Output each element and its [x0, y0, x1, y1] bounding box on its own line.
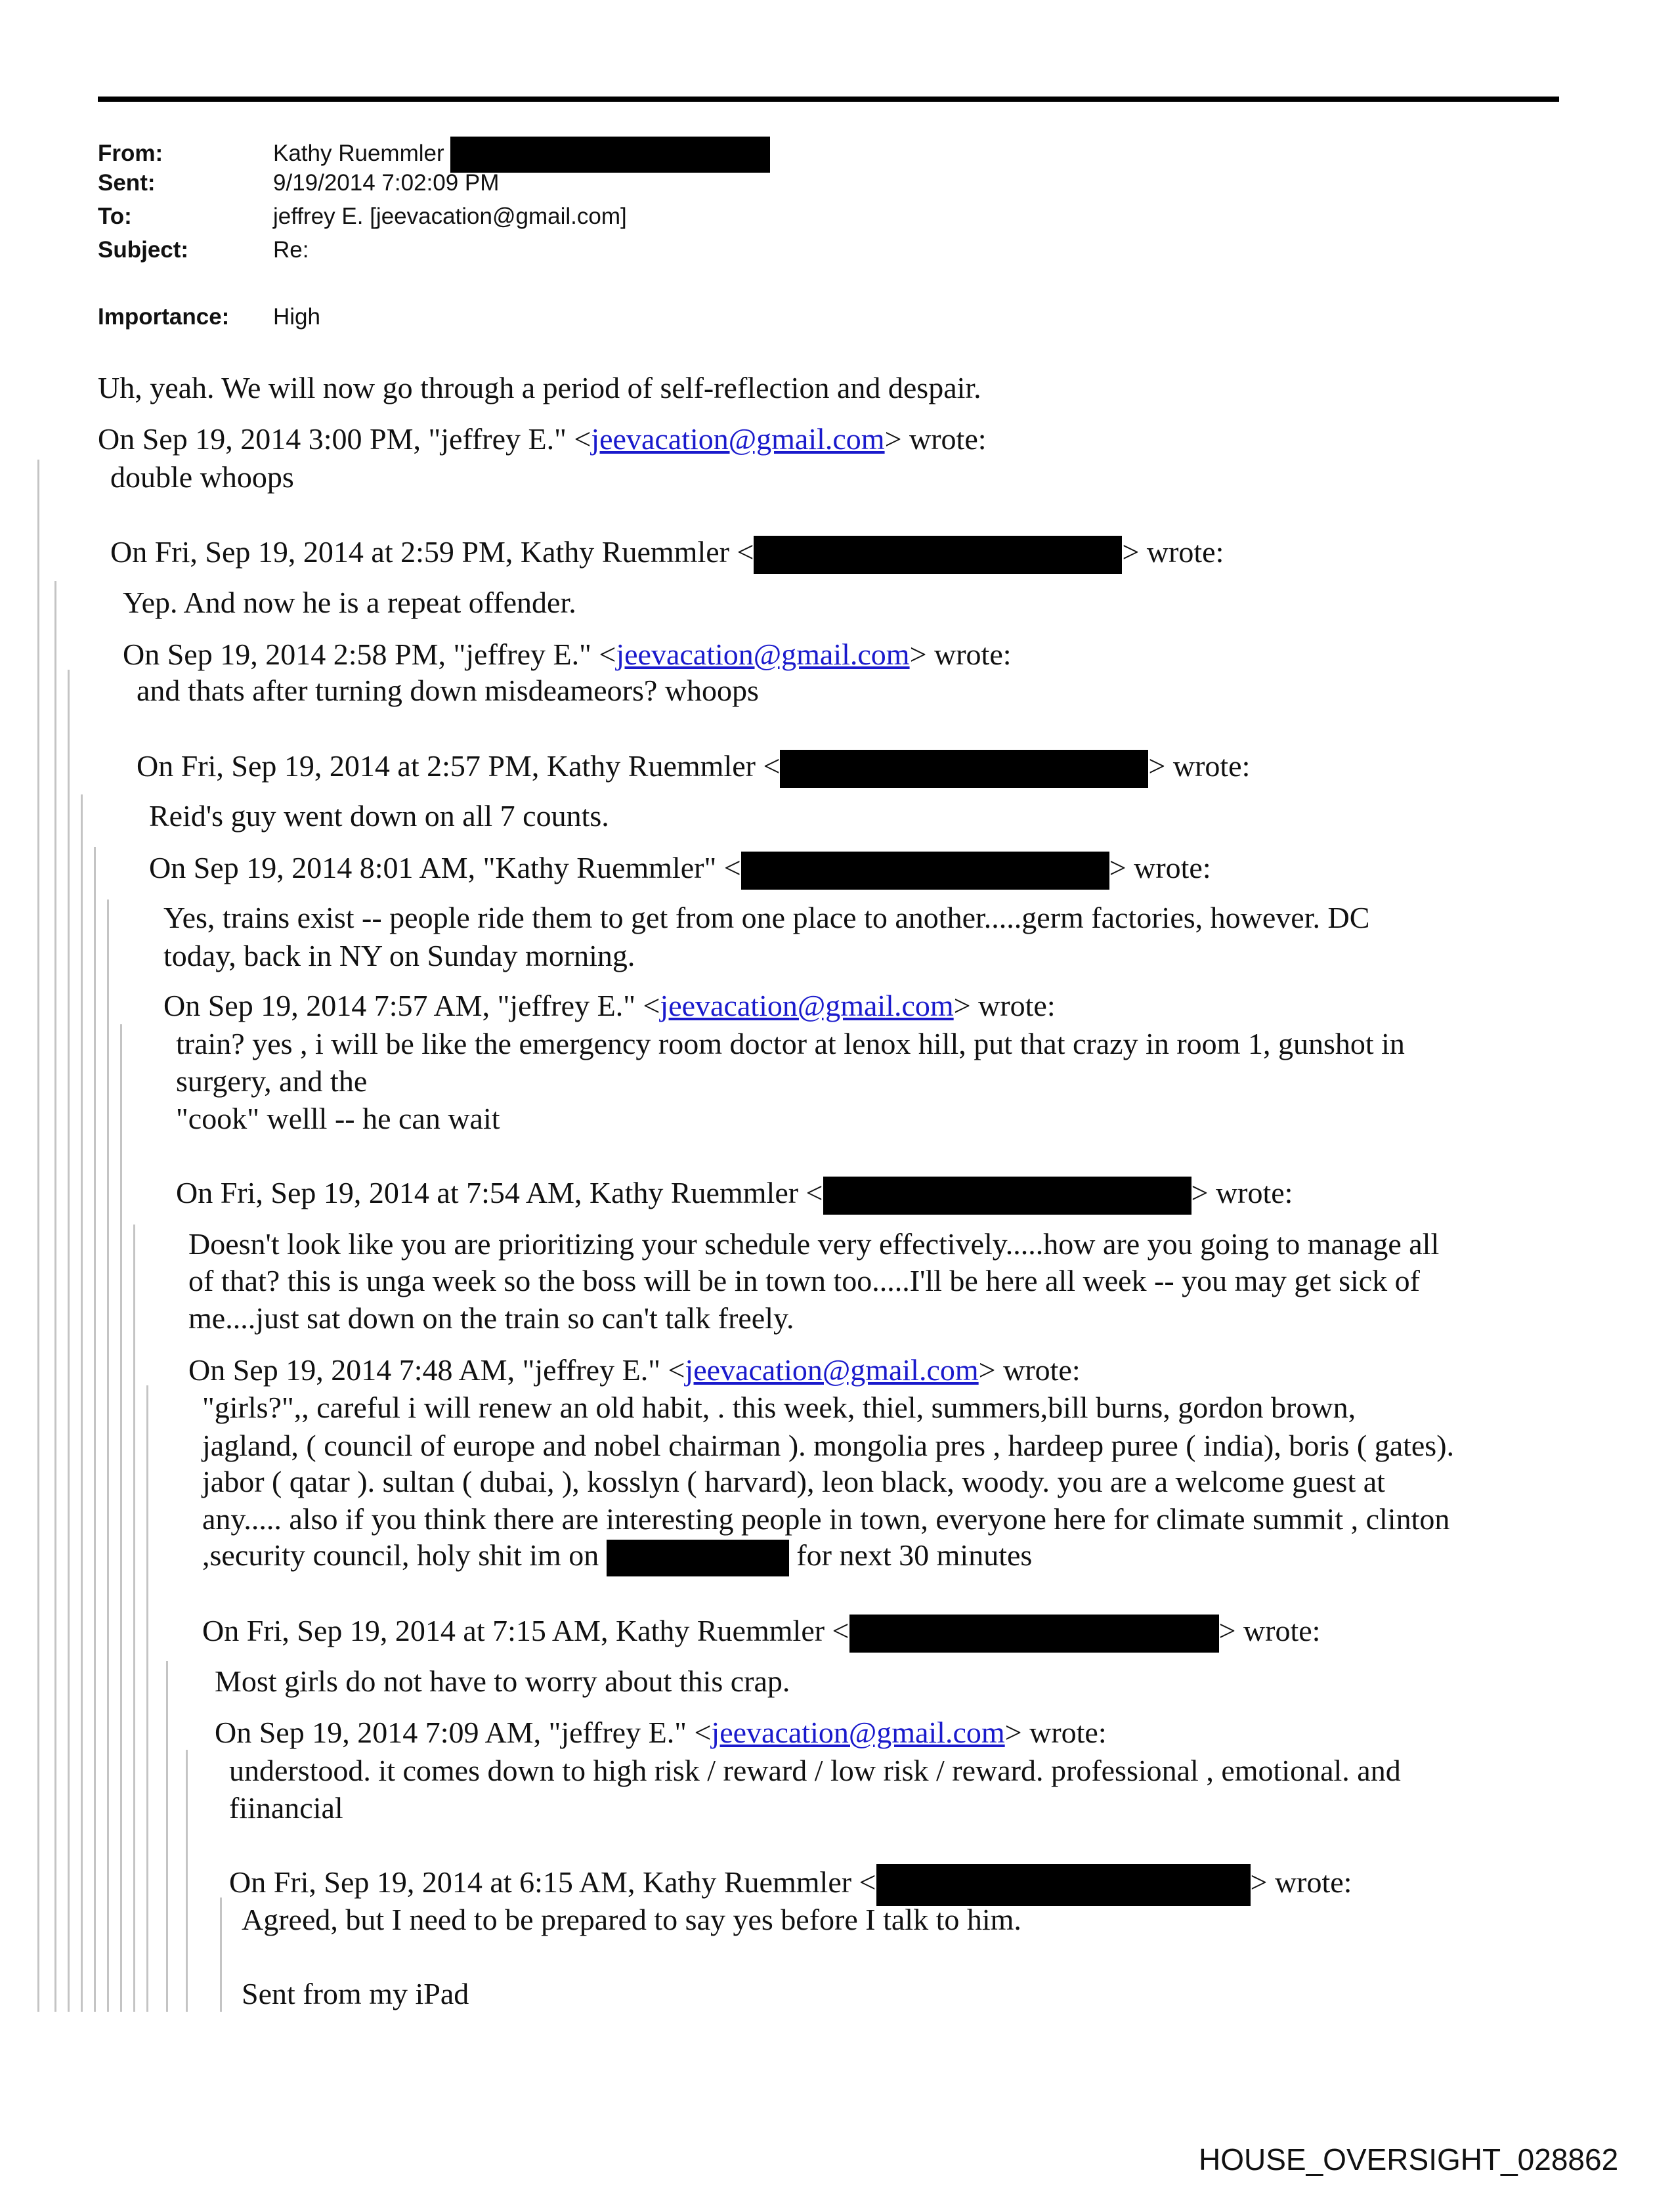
- quote-bar: [54, 581, 56, 2012]
- redaction: [849, 1615, 1219, 1653]
- quote-attribution: On Fri, Sep 19, 2014 at 7:15 AM, Kathy Ruemmler < > wrote:: [202, 1613, 1320, 1653]
- message-body: "cook" welll -- he can wait: [176, 1102, 500, 1135]
- quote-attribution: On Sep 19, 2014 2:58 PM, "jeffrey E." <jeevacation@gmail.com> wrote:: [123, 638, 1012, 671]
- redaction: [754, 536, 1122, 574]
- quote-bar: [133, 1225, 135, 2012]
- signature: Sent from my iPad: [242, 1977, 469, 2010]
- quote-bar: [120, 1024, 122, 2012]
- message-body: Doesn't look like you are prioritizing your schedule very effectively.....how are you going to manage all: [188, 1227, 1440, 1261]
- redaction: [876, 1864, 1251, 1906]
- message-body: train? yes , i will be like the emergency room doctor at lenox hill, put that crazy in room 1, gunshot in: [176, 1027, 1405, 1060]
- message-body: Yes, trains exist -- people ride them to get from one place to another.....germ factories, however. DC: [163, 901, 1370, 934]
- message-body: and thats after turning down misdeameors? whoops: [137, 674, 759, 707]
- email-link[interactable]: jeevacation@gmail.com: [711, 1716, 1005, 1749]
- importance-row: Importance: High: [98, 304, 320, 330]
- quote-bar: [107, 900, 109, 2012]
- message-body: understood. it comes down to high risk / reward / low risk / reward. professional , emotional. and: [229, 1754, 1401, 1787]
- header-rule: [98, 97, 1559, 102]
- redaction: [607, 1540, 789, 1576]
- sent-row: Sent: 9/19/2014 7:02:09 PM: [98, 170, 500, 196]
- message-body: Yep. And now he is a repeat offender.: [123, 586, 576, 619]
- bates-number: HOUSE_OVERSIGHT_028862: [1199, 2142, 1619, 2177]
- email-link[interactable]: jeevacation@gmail.com: [591, 422, 885, 456]
- quote-bar: [166, 1661, 168, 2012]
- message-body: Reid's guy went down on all 7 counts.: [149, 799, 609, 833]
- quote-attribution: On Sep 19, 2014 7:09 AM, "jeffrey E." <jeevacation@gmail.com> wrote:: [215, 1716, 1107, 1749]
- message-body: double whoops: [110, 460, 294, 494]
- redaction: [780, 750, 1148, 788]
- to-row: To: jeffrey E. [jeevacation@gmail.com]: [98, 204, 627, 229]
- email-link[interactable]: jeevacation@gmail.com: [685, 1353, 979, 1387]
- message-body: Uh, yeah. We will now go through a period of self-reflection and despair.: [98, 371, 981, 404]
- quote-bar: [94, 847, 96, 2012]
- message-body: "girls?",, careful i will renew an old habit, . this week, thiel, summers,bill burns, gordon brown,: [202, 1391, 1356, 1424]
- message-body: me....just sat down on the train so can't talk freely.: [188, 1301, 794, 1335]
- quote-attribution: On Sep 19, 2014 7:48 AM, "jeffrey E." <jeevacation@gmail.com> wrote:: [188, 1353, 1081, 1387]
- quote-bar: [220, 1898, 222, 2012]
- message-body: of that? this is unga week so the boss will be in town too.....I'll be here all week -- you may get sick of: [188, 1264, 1420, 1297]
- email-link[interactable]: jeevacation@gmail.com: [616, 638, 910, 671]
- email-link[interactable]: jeevacation@gmail.com: [660, 989, 954, 1022]
- message-body: any..... also if you think there are interesting people in town, everyone here for climate summit , clinton: [202, 1502, 1450, 1536]
- quote-attribution: On Sep 19, 2014 7:57 AM, "jeffrey E." <jeevacation@gmail.com> wrote:: [163, 989, 1056, 1022]
- to-value: jeffrey E. [jeevacation@gmail.com]: [273, 204, 627, 229]
- redaction: [741, 852, 1109, 890]
- message-body: surgery, and the: [176, 1064, 368, 1098]
- message-body: jabor ( qatar ). sultan ( dubai, ), kosslyn ( harvard), leon black, woody. you are a welcome guest at: [202, 1465, 1385, 1498]
- message-body: Most girls do not have to worry about this crap.: [215, 1664, 790, 1698]
- quote-bar: [37, 460, 39, 2012]
- message-body: today, back in NY on Sunday morning.: [163, 939, 635, 972]
- message-body: Agreed, but I need to be prepared to say yes before I talk to him.: [242, 1903, 1021, 1936]
- subject-value: Re:: [273, 237, 309, 263]
- quote-attribution: On Sep 19, 2014 3:00 PM, "jeffrey E." <jeevacation@gmail.com> wrote:: [98, 422, 987, 456]
- quote-attribution: On Fri, Sep 19, 2014 at 7:54 AM, Kathy Ruemmler < > wrote:: [176, 1175, 1293, 1215]
- importance-value: High: [273, 304, 320, 330]
- quote-bar: [146, 1385, 148, 2012]
- from-value: Kathy Ruemmler: [273, 140, 444, 166]
- message-body: jagland, ( council of europe and nobel chairman ). mongolia pres , hardeep puree ( india), boris ( gates).: [202, 1429, 1455, 1462]
- message-body: fiinancial: [229, 1791, 343, 1825]
- quote-bar: [68, 670, 70, 2012]
- quote-attribution: On Fri, Sep 19, 2014 at 2:57 PM, Kathy Ruemmler < > wrote:: [137, 748, 1250, 788]
- message-body: ,security council, holy shit im on for next 30 minutes: [202, 1537, 1032, 1576]
- from-row: From: Kathy Ruemmler: [98, 137, 770, 173]
- quote-bar: [186, 1750, 188, 2012]
- quote-attribution: On Sep 19, 2014 8:01 AM, "Kathy Ruemmler" < > wrote:: [149, 850, 1211, 890]
- quote-attribution: On Fri, Sep 19, 2014 at 2:59 PM, Kathy Ruemmler < > wrote:: [110, 534, 1224, 574]
- quote-bar: [81, 794, 83, 2012]
- subject-row: Subject: Re:: [98, 237, 309, 263]
- redaction: [450, 137, 770, 173]
- quote-attribution: On Fri, Sep 19, 2014 at 6:15 AM, Kathy Ruemmler < > wrote:: [229, 1864, 1352, 1906]
- sent-value: 9/19/2014 7:02:09 PM: [273, 170, 500, 196]
- redaction: [823, 1177, 1191, 1215]
